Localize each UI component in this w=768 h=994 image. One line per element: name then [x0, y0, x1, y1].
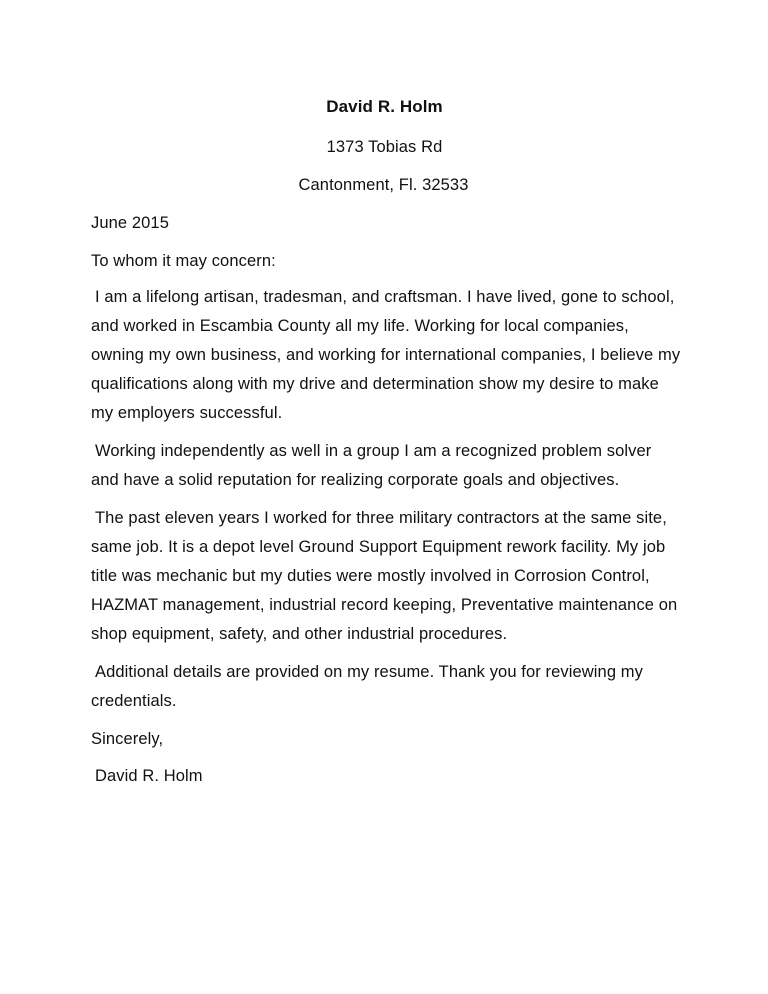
signature-name: David R. Holm — [95, 767, 203, 785]
letter-date: June 2015 — [91, 214, 169, 232]
body-paragraph-2: Working independently as well in a group I am a recognized problem solver and have a solid reputation for realizing corporate goals and objectives. — [91, 442, 652, 489]
body-paragraph-1: I am a lifelong artisan, tradesman, and craftsman. I have lived, gone to school, and worked in Escambia County all my life. Working for local companies, owning my own business, and working for international companies, I believe my qualifications along with my drive and determination show my desire to make my employers successful. — [91, 288, 681, 422]
sender-city: Cantonment, Fl. 32533 — [298, 176, 469, 194]
body-paragraph-3: The past eleven years I worked for three military contractors at the same site, same job. It is a depot level Ground Support Equipment rework facility. My job title was mechanic but my duties were mostly involved in Corrosion Control, HAZMAT management, industrial record keeping, Preventative maintenance on shop equipment, safety, and other industrial procedures. — [91, 509, 678, 643]
closing: Sincerely, — [91, 730, 164, 748]
body-paragraph-4: Additional details are provided on my resume. Thank you for reviewing my credentials. — [91, 663, 643, 710]
sender-street: 1373 Tobias Rd — [326, 138, 443, 156]
cover-letter — [91, 92, 681, 791]
sender-name: David R. Holm — [326, 97, 443, 116]
salutation: To whom it may concern: — [91, 252, 276, 270]
